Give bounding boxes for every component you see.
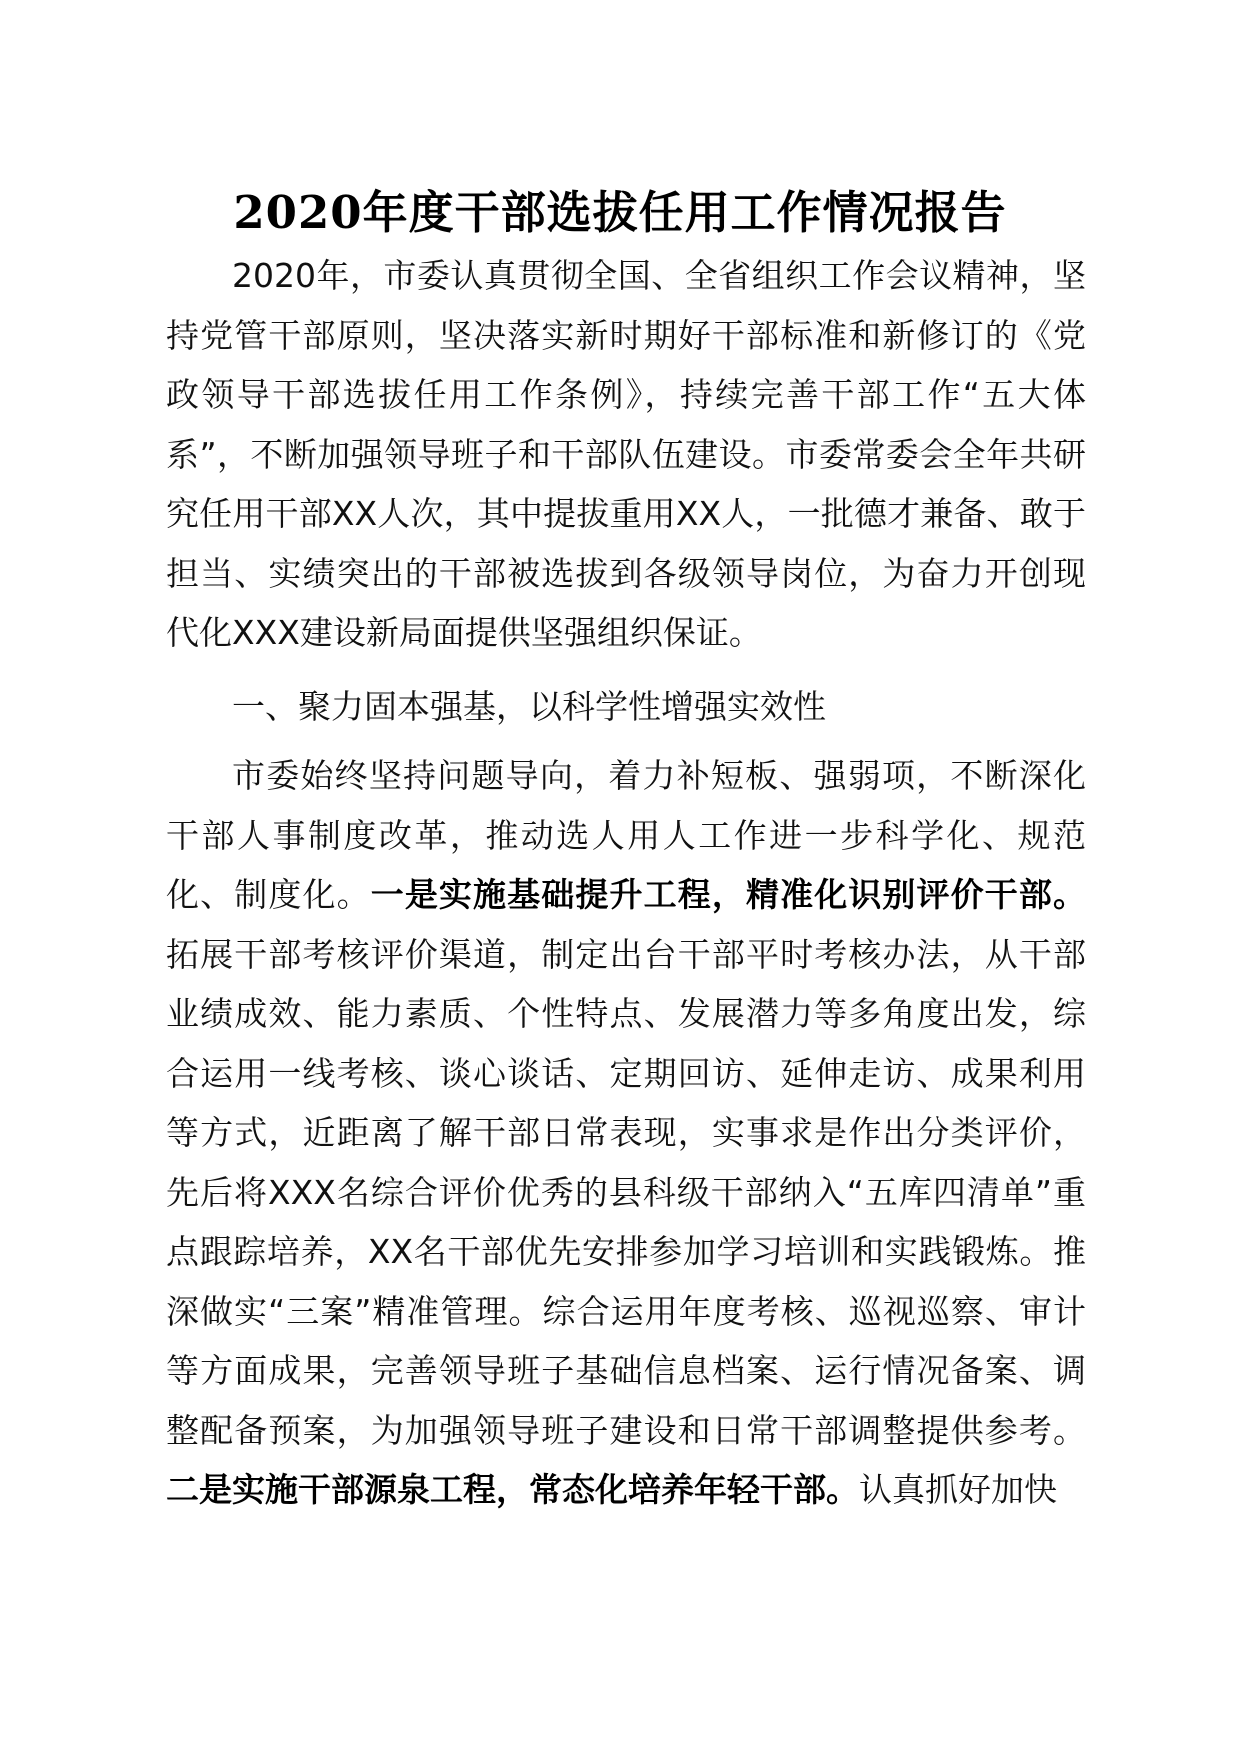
document-body (166, 246, 1086, 1520)
section-heading: 一、聚力固本强基，以科学性增强实效性 (232, 686, 826, 726)
section-paragraph (166, 746, 1086, 1520)
paragraph-text: 认真抓好加快 (859, 1470, 1057, 1509)
paragraph-text: 市委始终坚持问题导向，着力补短板、强弱项，不断深化干部人事制度改革，推动选人用人工作进一步科学化、规范化、制度化。 (166, 756, 1086, 914)
paragraph-text: 拓展干部考核评价渠道，制定出台干部平时考核办法，从干部业绩成效、能力素质、个性特点、发展潜力等多角度出发，综合运用一线考核、谈心谈话、定期回访、延伸走访、成果利用等方式，近距离了解干部日常表现，实事求是作出分类评价，先后将XXX名综合评价优秀的县科级干部纳入“五库四清单”重点跟踪培养，XX名干部优先安排参加学习培训和实践锻炼。推深做实“三案”精准管理。综合运用年度考核、巡视巡察、审计等方面成果，完善领导班子基础信息档案、运行情况备案、调整配备预案，为加强领导班子建设和日常干部调整提供参考。 (166, 934, 1086, 1450)
intro-paragraph: 2020年，市委认真贯彻全国、全省组织工作会议精神，坚持党管干部原则，坚决落实新时期好干部标准和新修订的《党政领导干部选拔任用工作条例》，持续完善干部工作“五大体系”，不断加强领导班子和干部队伍建设。市委常委会全年共研究任用干部XX人次，其中提拔重用XX人，一批德才兼备、敢于担当、实绩突出的干部被选拔到各级领导岗位，为奋力开创现代化XXX建设新局面提供坚强组织保证。 (166, 256, 1086, 652)
bold-point-2: 二是实施干部源泉工程，常态化培养年轻干部。 (166, 1470, 859, 1509)
bold-point-1: 一是实施基础提升工程，精准化识别评价干部。 (370, 875, 1087, 914)
document-title: 2020年度干部选拔任用工作情况报告 (233, 186, 1007, 239)
